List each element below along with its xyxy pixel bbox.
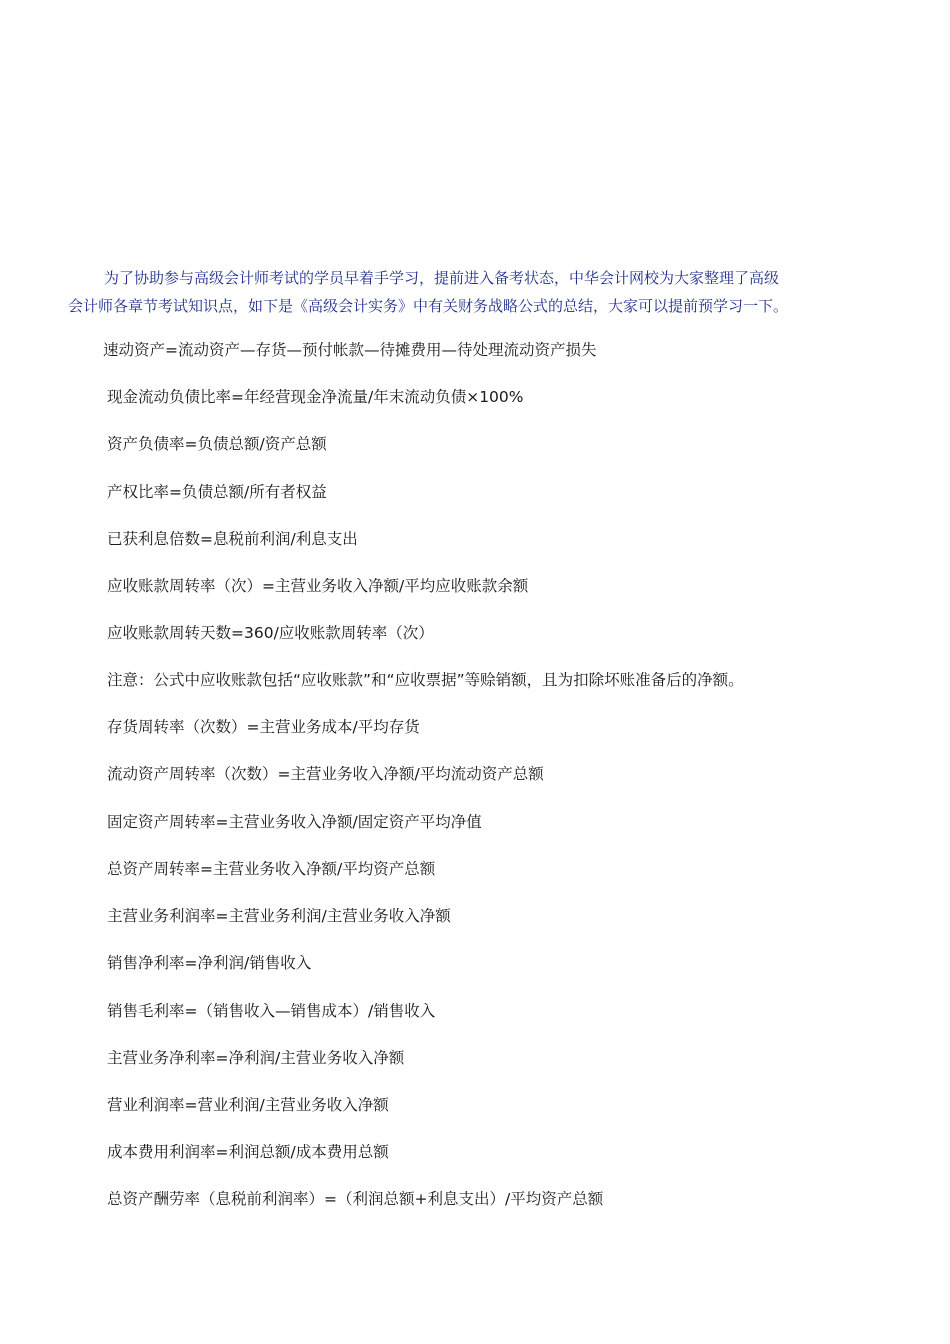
intro-line-2: 会计师各章节考试知识点，如下是《高级会计实务》中有关财务战略公式的总结，大家可以提前预学习一下。 bbox=[68, 297, 789, 315]
formula-net-profit-margin: 销售净利率=净利润/销售收入 bbox=[107, 954, 312, 972]
formula-main-business-net-margin: 主营业务净利率=净利润/主营业务收入净额 bbox=[107, 1049, 405, 1067]
formula-fixed-asset-turnover: 固定资产周转率=主营业务收入净额/固定资产平均净值 bbox=[107, 813, 482, 831]
formula-cash-flow-liability-ratio: 现金流动负债比率=年经营现金净流量/年末流动负债×100% bbox=[107, 388, 524, 406]
formula-debt-asset-ratio: 资产负债率=负债总额/资产总额 bbox=[107, 435, 327, 453]
formula-cost-expense-profit-margin: 成本费用利润率=利润总额/成本费用总额 bbox=[107, 1143, 389, 1161]
formula-quick-assets: 速动资产=流动资产—存货—预付帐款—待摊费用—待处理流动资产损失 bbox=[103, 341, 597, 359]
formula-interest-coverage: 已获利息倍数=息税前利润/利息支出 bbox=[107, 530, 358, 548]
formula-main-business-profit-margin: 主营业务利润率=主营业务利润/主营业务收入净额 bbox=[107, 907, 451, 925]
formula-total-asset-turnover: 总资产周转率=主营业务收入净额/平均资产总额 bbox=[107, 860, 436, 878]
formula-current-asset-turnover: 流动资产周转率（次数）=主营业务收入净额/平均流动资产总额 bbox=[107, 765, 544, 783]
formula-inventory-turnover: 存货周转率（次数）=主营业务成本/平均存货 bbox=[107, 718, 420, 736]
formula-operating-profit-margin: 营业利润率=营业利润/主营业务收入净额 bbox=[107, 1096, 389, 1114]
formula-receivables-turnover: 应收账款周转率（次）=主营业务收入净额/平均应收账款余额 bbox=[107, 577, 529, 595]
intro-line-1: 为了协助参与高级会计师考试的学员早着手学习，提前进入备考状态，中华会计网校为大家整理了高级 bbox=[104, 269, 780, 287]
formula-return-on-total-assets: 总资产酬劳率（息税前利润率）=（利润总额+利息支出）/平均资产总额 bbox=[107, 1190, 604, 1208]
formula-note: 注意：公式中应收账款包括“应收账款”和“应收票据”等赊销额，且为扣除坏账准备后的净额。 bbox=[107, 671, 744, 689]
formula-equity-ratio: 产权比率=负债总额/所有者权益 bbox=[107, 483, 327, 501]
formula-receivables-days: 应收账款周转天数=360/应收账款周转率（次） bbox=[107, 624, 434, 642]
formula-gross-profit-margin: 销售毛利率=（销售收入—销售成本）/销售收入 bbox=[107, 1002, 436, 1020]
